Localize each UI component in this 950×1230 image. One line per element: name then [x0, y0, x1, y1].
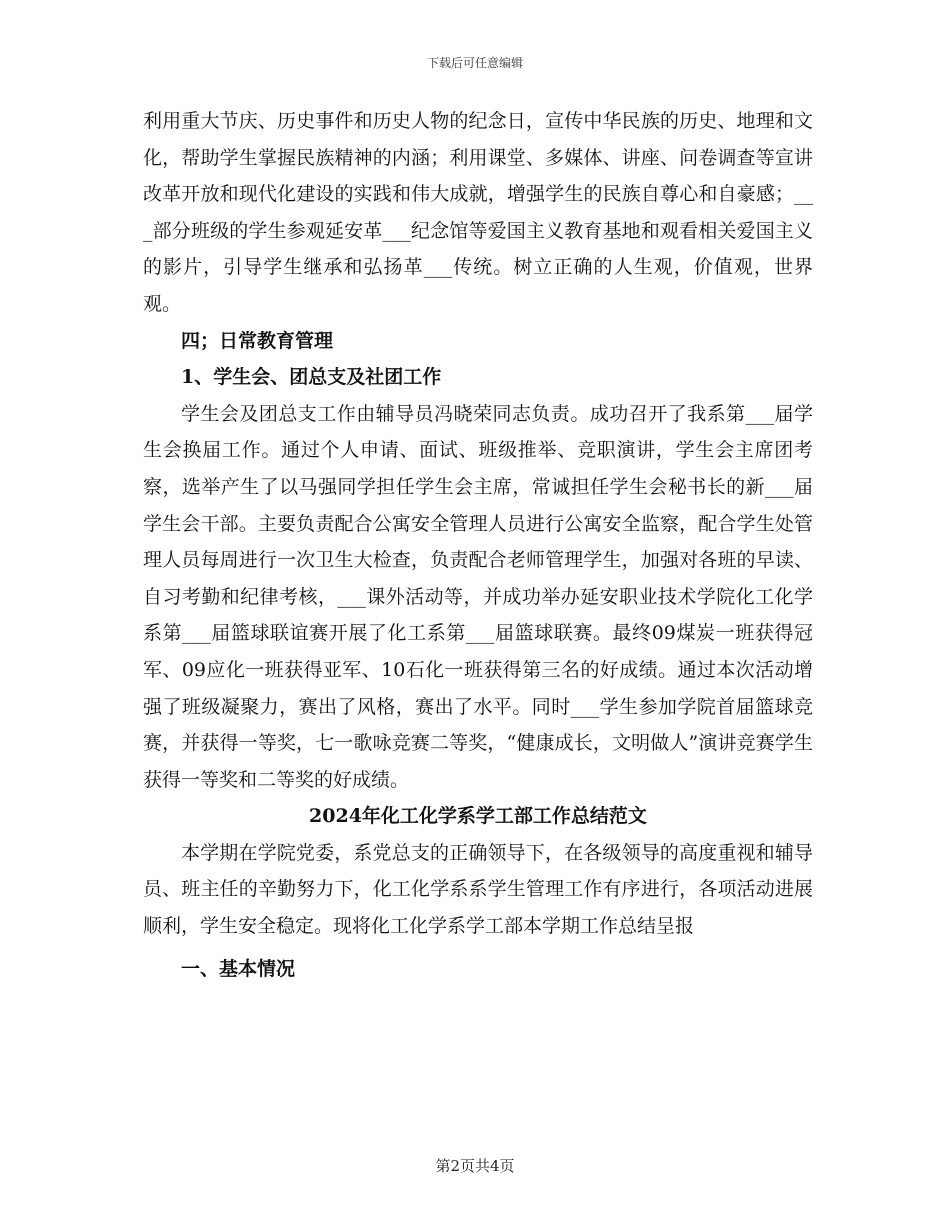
document-body — [143, 103, 813, 987]
paragraph-patriotic-education: 利用重大节庆、历史事件和历史人物的纪念日，宣传中华民族的历史、地理和文化，帮助学生掌握民族精神的内涵；利用课堂、多媒体、讲座、问卷调查等宣讲改革开放和现代化建设的实践和伟大成就，增强学生的民族自尊心和自豪感；___部分班级的学生参观延安革___纪念馆等爱国主义教育基地和观看相关爱国主义的影片，引导学生继承和弘扬革___传统。树立正确的人生观，价值观，世界观。 — [143, 110, 813, 315]
subsection-heading-student-union: 1、学生会、团总支及社团工作 — [181, 366, 442, 389]
section-heading-basic-situation: 一、基本情况 — [181, 957, 296, 980]
paragraph-student-union: 学生会及团总支工作由辅导员冯晓荣同志负责。成功召开了我系第___届学生会换届工作。通过个人申请、面试、班级推举、竞职演讲，学生会主席团考察，选举产生了以马强同学担任学生会主席，常诚担任学生会秘书长的新___届学生会干部。主要负责配合公寓安全管理人员进行公寓安全监察，配合学生处管理人员每周进行一次卫生大检查，负责配合老师管理学生，加强对各班的早读、自习考勤和纪律考核，___课外活动等，并成功举办延安职业技术学院化工化学系第___届篮球联谊赛开展了化工系第___届篮球联赛。最终09煤炭一班获得冠军、09应化一班获得亚军、10石化一班获得第三名的好成绩。通过本次活动增强了班级凝聚力，赛出了风格，赛出了水平。同时___学生参加学院首届篮球竞赛，并获得一等奖，七一歌咏竞赛二等奖，“健康成长，文明做人”演讲竞赛学生获得一等奖和二等奖的好成绩。 — [143, 402, 813, 791]
paragraph-intro: 本学期在学院党委，系党总支的正确领导下，在各级领导的高度重视和辅导员、班主任的辛勤努力下，化工化学系系学生管理工作有序进行，各项活动进展顺利，学生安全稳定。现将化工化学系学工部本学期工作总结呈报 — [143, 841, 813, 938]
document-title: 2024年化工化学系学工部工作总结范文 — [309, 805, 647, 828]
section-heading-daily-management: 四；日常教育管理 — [181, 329, 334, 352]
page-header: 下载后可任意编辑 — [426, 56, 523, 70]
page-footer: 第2页共4页 — [435, 1157, 515, 1175]
